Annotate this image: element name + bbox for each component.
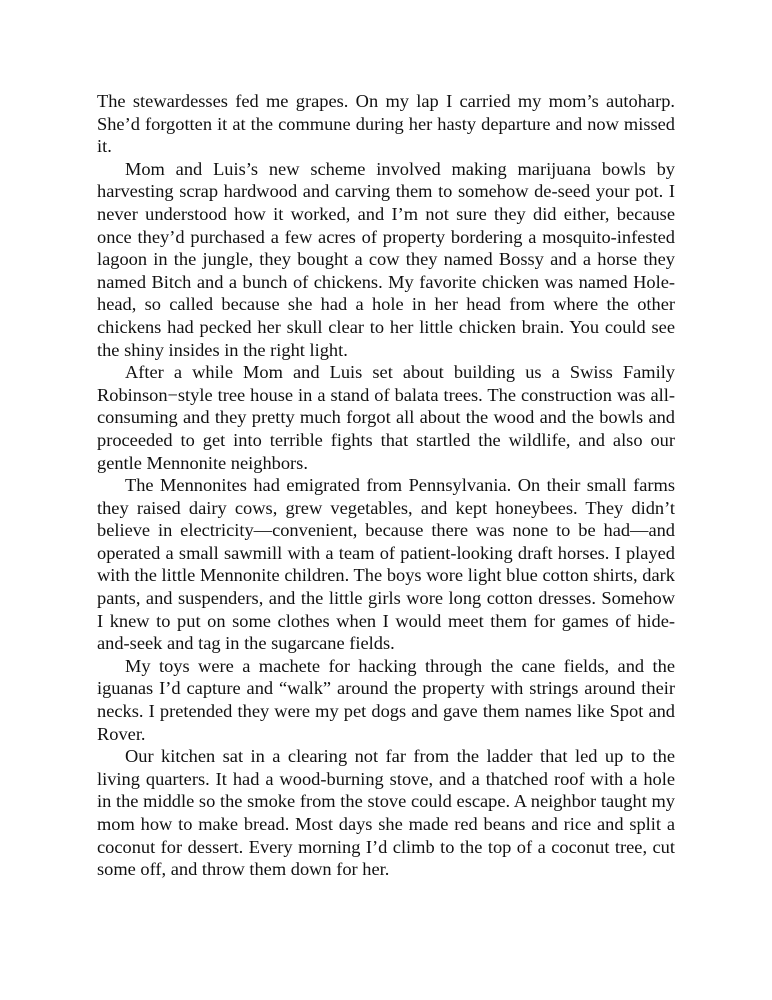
paragraph-mennonites: The Mennonites had emigrated from Pennsylvania. On their small farms they raised dairy cows, grew vegetables, and kept honeybees. They didn’t believe in electricity—convenient, because there was none to be had—and operated a small sawmill with a team of patient-looking draft horses. I played with the little Mennonite children. The boys wore light blue cotton shirts, dark pants, and suspenders, and the little girls wore long cotton dresses. Somehow I knew to put on some clothes when I would meet them for games of hide-and-seek and tag in the sugarcane fields. [97,475,675,654]
paragraph-stewardesses: The stewardesses fed me grapes. On my lap I carried my mom’s autoharp. She’d forgotten it at the commune during her hasty departure and now missed it. [97,91,675,157]
paragraph-kitchen: Our kitchen sat in a clearing not far from the ladder that led up to the living quarters. It had a wood-burning stove, and a thatched roof with a hole in the middle so the smoke from the stove could escape. A neighbor taught my mom how to make bread. Most days she made red beans and rice and split a coconut for dessert. Every morning I’d climb to the top of a coconut tree, cut some off, and throw them down for her. [97,746,675,880]
page-body [97,90,675,881]
paragraph-toys: My toys were a machete for hacking through the cane fields, and the iguanas I’d capture and “walk” around the property with strings around their necks. I pretended they were my pet dogs and gave them names like Spot and Rover. [97,655,675,744]
paragraph-tree-house: After a while Mom and Luis set about building us a Swiss Family Robinson−style tree house in a stand of balata trees. The construction was all-consuming and they pretty much forgot all about the wood and the bowls and proceeded to get into terrible fights that startled the wildlife, and also our gentle Mennonite neighbors. [97,362,675,473]
paragraph-new-scheme: Mom and Luis’s new scheme involved making marijuana bowls by harvesting scrap hardwood and carving them to somehow de-seed your pot. I never understood how it worked, and I’m not sure they did either, because once they’d purchased a few acres of property bordering a mosquito-infested lagoon in the jungle, they bought a cow they named Bossy and a horse they named Bitch and a bunch of chickens. My favorite chicken was named Hole-head, so called because she had a hole in her head from where the other chickens had pecked her skull clear to her little chicken brain. You could see the shiny insides in the right light. [97,158,675,360]
